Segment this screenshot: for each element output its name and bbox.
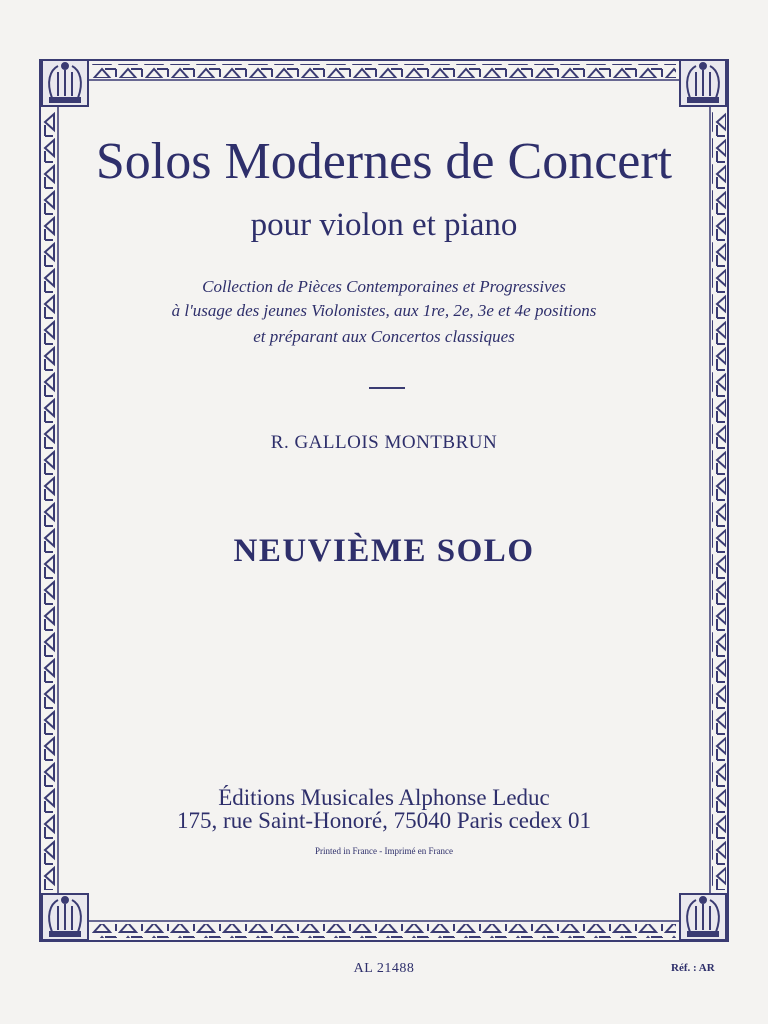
description-line-3: et préparant aux Concertos classiques [253, 327, 515, 346]
publisher-name: Éditions Musicales Alphonse Leduc [218, 785, 550, 810]
publisher-address: 175, rue Saint-Honoré, 75040 Paris cedex 01 [177, 808, 591, 833]
description-line-2: à l'usage des jeunes Violonistes, aux 1re, 2e, 3e et 4e positions [171, 301, 597, 320]
reference-code: Réf. : AR [671, 962, 715, 974]
printed-notice: Printed in France - Imprimé en France [315, 846, 453, 856]
piece-title: NEUVIÈME SOLO [233, 533, 535, 569]
page-title: Solos Modernes de Concert [95, 133, 673, 190]
composer-name: R. GALLOIS MONTBRUN [270, 432, 498, 453]
divider [369, 387, 405, 389]
catalog-number: AL 21488 [353, 961, 415, 976]
description-line-1: Collection de Pièces Contemporaines et Progressives [202, 277, 566, 296]
subtitle: pour violon et piano [250, 207, 518, 243]
